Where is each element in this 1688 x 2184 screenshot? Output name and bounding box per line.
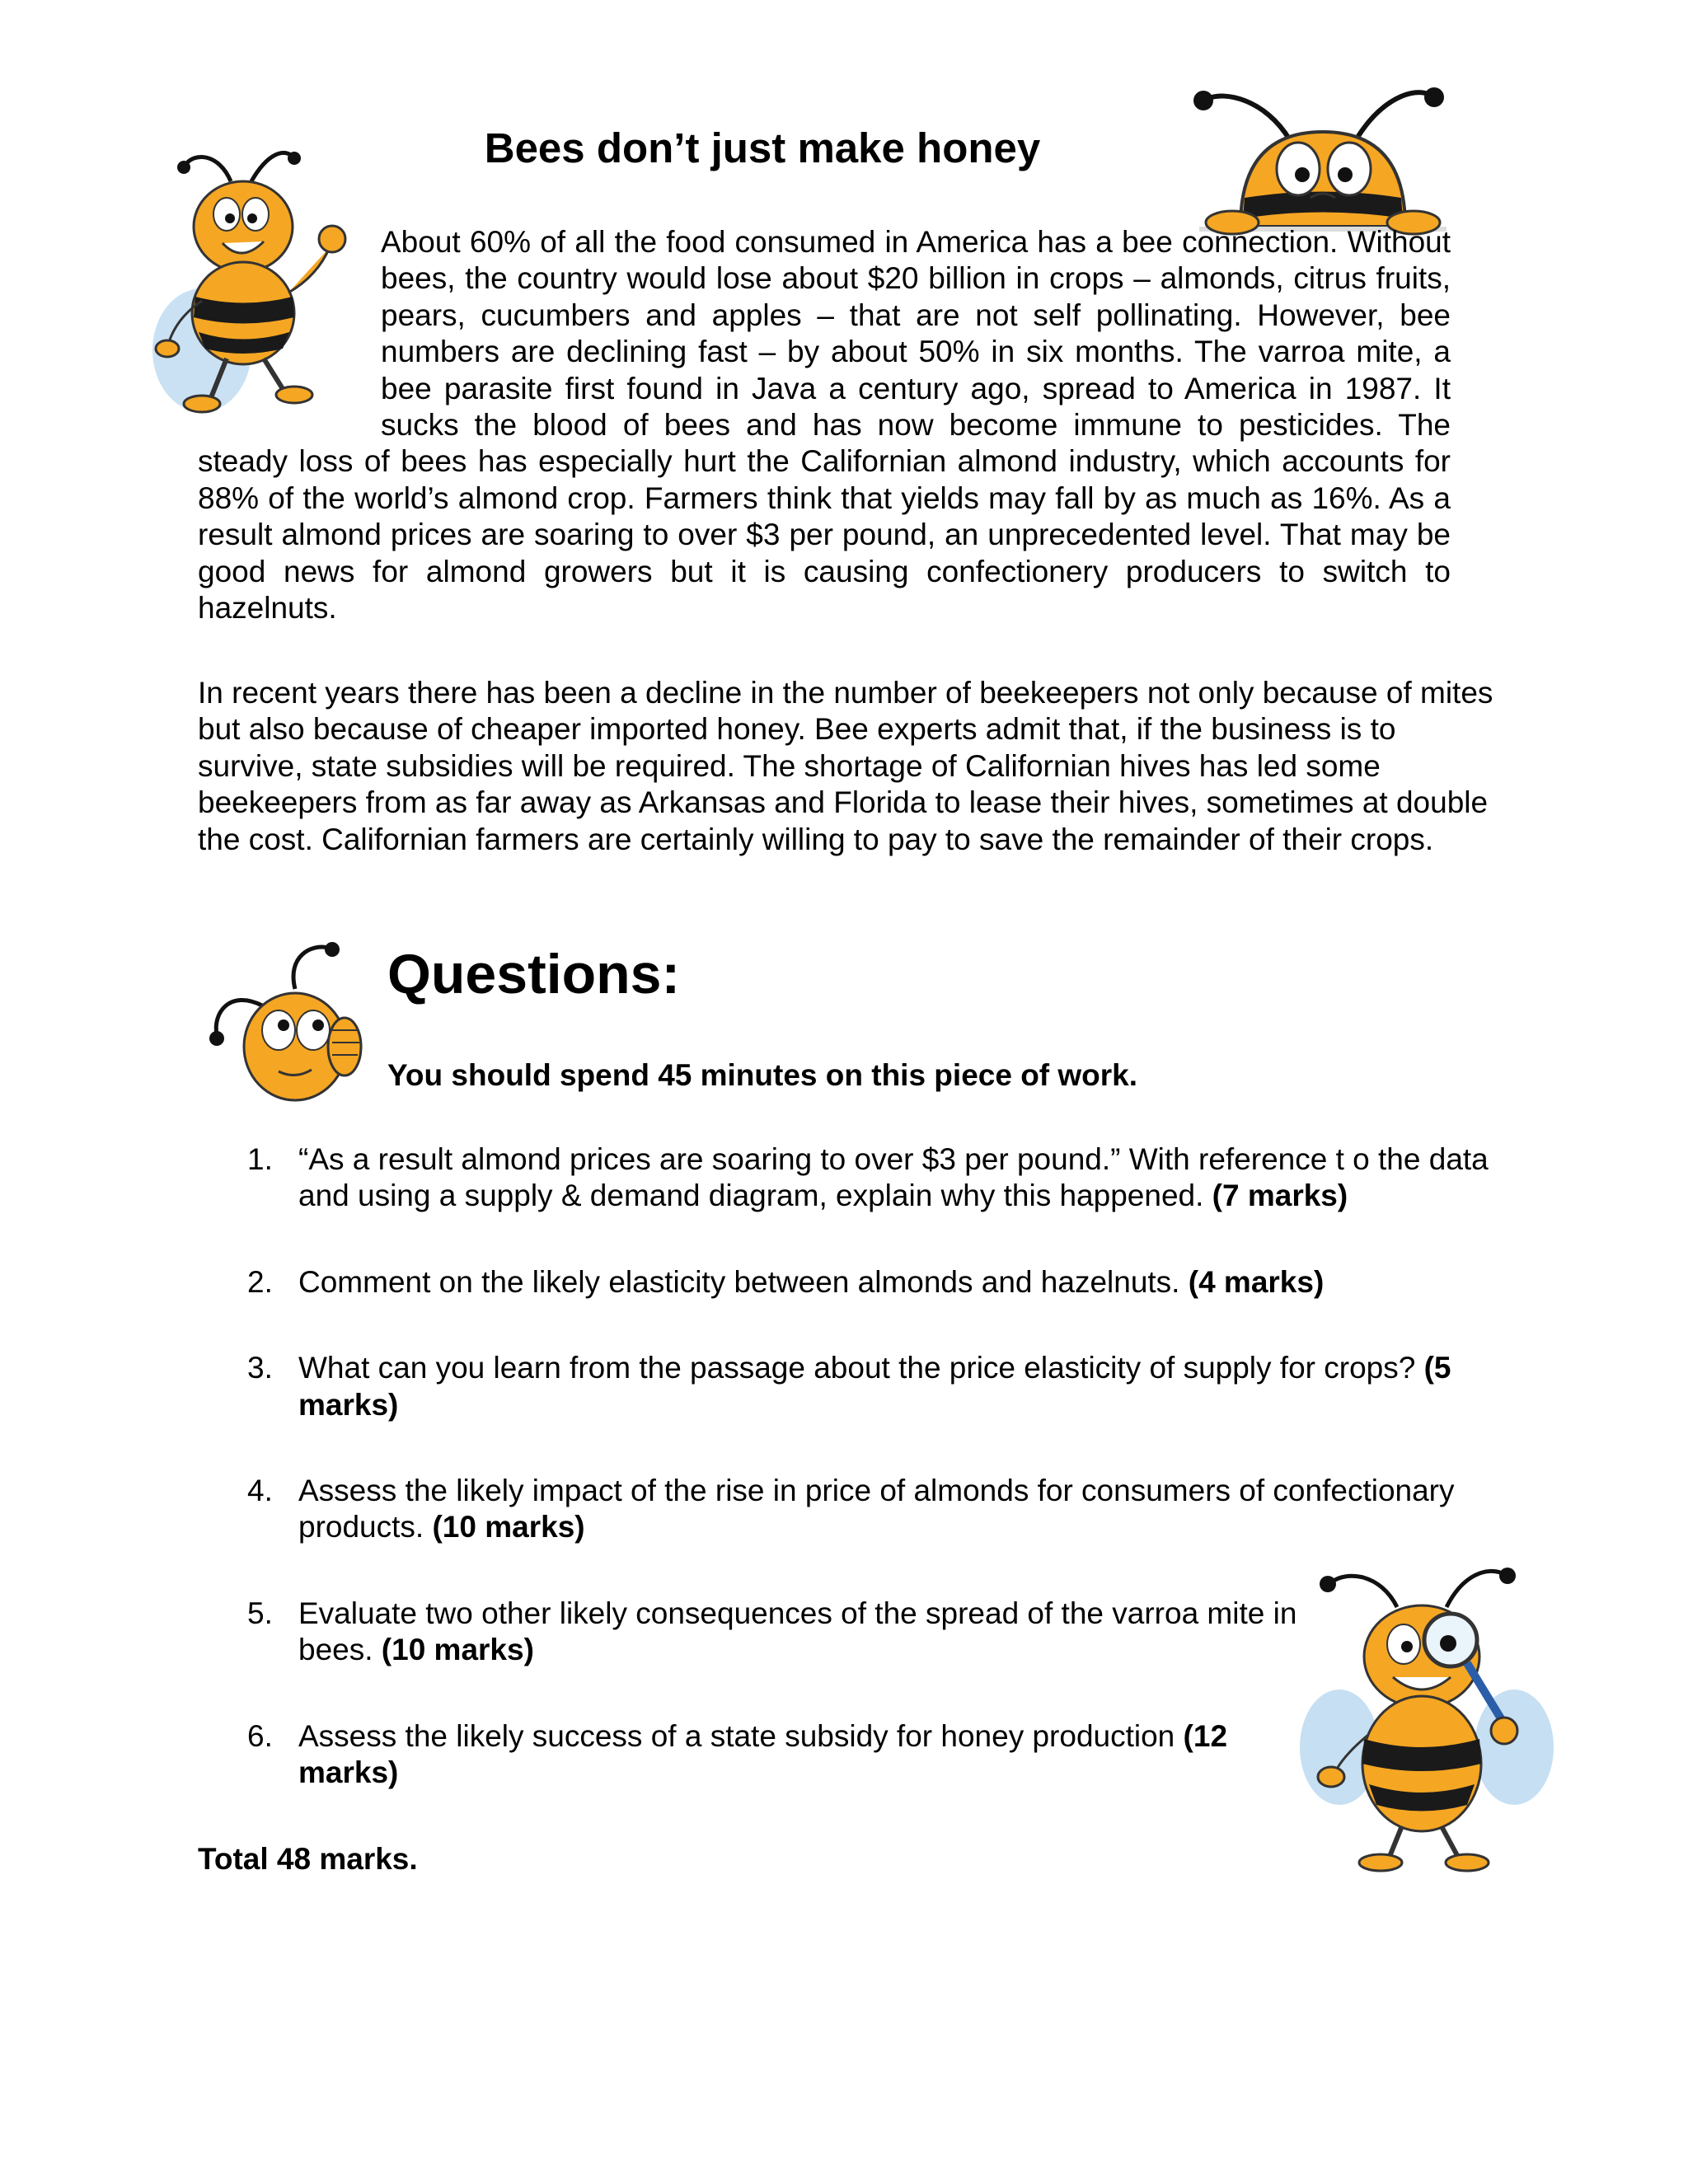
question-body: What can you learn from the passage about the price elasticity of supply for crops? bbox=[298, 1351, 1416, 1385]
document-title: Bees don’t just make honey bbox=[484, 124, 1041, 171]
question-body: Assess the likely success of a state subsidy for honey production bbox=[298, 1718, 1175, 1753]
question-text bbox=[298, 1264, 1517, 1301]
question-body: Comment on the likely elasticity between almonds and hazelnuts. bbox=[298, 1264, 1180, 1299]
total-marks: Total 48 marks. bbox=[198, 1842, 418, 1876]
question-item bbox=[247, 1473, 1517, 1546]
question-text bbox=[298, 1718, 1312, 1792]
question-text bbox=[298, 1141, 1517, 1215]
question-item bbox=[247, 1141, 1517, 1215]
question-text bbox=[298, 1350, 1517, 1423]
question-body: “As a result almond prices are soaring to over $3 per pound.” With reference t o the data and using a supply & demand diagram, explain why this happened. bbox=[298, 1142, 1489, 1213]
question-body: Evaluate two other likely consequences of the spread of the varroa mite in bees. bbox=[298, 1596, 1297, 1667]
question-item bbox=[247, 1264, 1517, 1301]
questions-heading: Questions: bbox=[387, 943, 681, 1005]
question-body: Assess the likely impact of the rise in price of almonds for consumers of confectionary products. bbox=[298, 1474, 1455, 1544]
question-marks: (12 marks) bbox=[298, 1718, 1228, 1790]
time-instruction: You should spend 45 minutes on this piece of work. bbox=[387, 1058, 1138, 1092]
question-number: 6. bbox=[247, 1718, 273, 1753]
question-marks: (5 marks) bbox=[298, 1351, 1451, 1422]
question-number: 1. bbox=[247, 1142, 273, 1176]
question-text bbox=[298, 1473, 1517, 1546]
paragraph-1-text: About 60% of all the food consumed in America has a bee connection. Without bees, the country would lose about $20 billion in crops – almonds, citrus fruits, pears, cucumbers and apples – that are not self pollinating. However, bee numbers are declining fast – by about 50% in six months. The varroa mite, a bee parasite first found in Java a century ago, spread to America in 1987. It sucks the blood of bees and has now become immune to pesticides. The steady loss of bees has especially hurt the Californian almond industry, which accounts for 88% of the world’s almond crop. Farmers think that yields may fall by as much as 16%. As a result almond prices are soaring to over $3 per pound, an unprecedented level. That may be good news for almond growers but it is causing confectionery producers to switch to hazelnuts. bbox=[198, 225, 1451, 626]
paragraph-2: In recent years there has been a decline in the number of beekeepers not only because of mites but also because of cheaper imported honey. Bee experts admit that, if the business is to survive, state subsidies will be required. The shortage of Californian hives has led some beekeepers from as far away as Arkansas and Florida to lease their hives, sometimes at double the cost. Californian farmers are certainly willing to pay to save the remainder of their crops. bbox=[198, 676, 1493, 856]
question-text bbox=[298, 1596, 1312, 1669]
question-marks: (7 marks) bbox=[1212, 1179, 1348, 1213]
question-marks: (10 marks) bbox=[381, 1633, 534, 1667]
image-wrap-spacer bbox=[198, 224, 381, 443]
question-number: 2. bbox=[247, 1264, 273, 1299]
question-marks: (10 marks) bbox=[432, 1510, 585, 1544]
question-number: 3. bbox=[247, 1351, 273, 1385]
question-number: 4. bbox=[247, 1474, 273, 1508]
bee-magnifying-glass-icon bbox=[1298, 1558, 1562, 1875]
intro-paragraph bbox=[198, 224, 1451, 626]
bee-peeking-icon bbox=[1166, 74, 1479, 247]
bee-thinking-icon bbox=[196, 940, 373, 1117]
question-marks: (4 marks) bbox=[1188, 1264, 1325, 1299]
question-number: 5. bbox=[247, 1596, 273, 1630]
question-item bbox=[247, 1350, 1517, 1423]
